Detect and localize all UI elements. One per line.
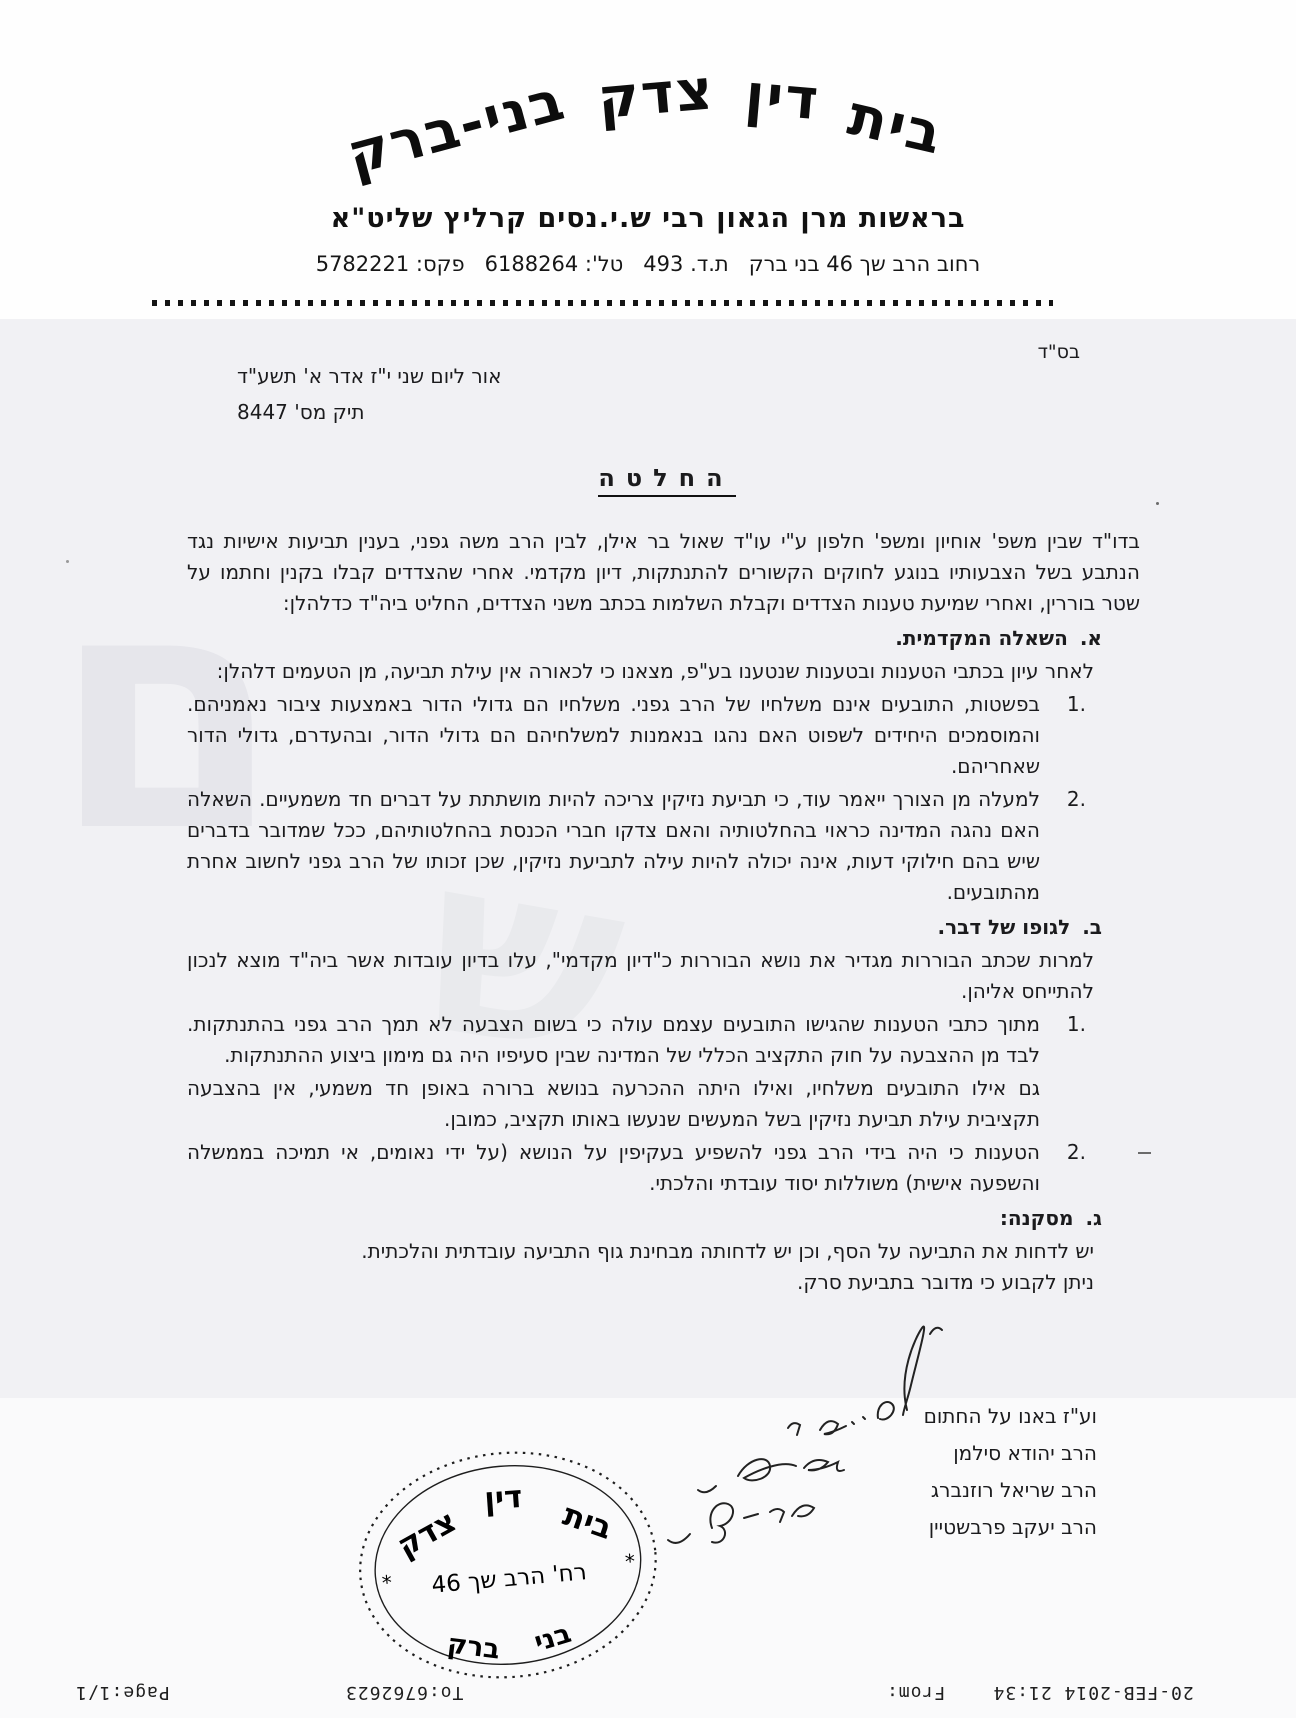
fax-footer-from: 20-FEB-2014 21:34 From:	[886, 1682, 1194, 1703]
intro-paragraph: בדו"ד שבין משפ' אוחיון ומשפ' חלפון ע"י עו"ד שאול בר אילן, לבין הרב משה גפני, בענין תביעות אישיות נגד הנתבע בשל הצבעותיו בנוגע לחוקים הקשורים להתנתקות, דיון מקדמי. אחרי שהצדדים קבלו בקנין וחתמו על שטר בוררין, ואחרי שמיעת טענות הצדדים וקבלת השלמות בכתב משני הצדדים, החליט ביה"ד כדלהלן:	[187, 529, 1140, 615]
fax-footer-page: Page:1/1	[75, 1682, 170, 1703]
title-word: בני-ברק	[340, 67, 572, 188]
case-number-line: תיק מס' 8447	[237, 400, 365, 424]
stamp-top-word: דין	[483, 1478, 524, 1518]
section-title: לגופו של דבר.	[937, 915, 1071, 939]
decision-body	[187, 526, 1140, 1298]
stamp-bottom-word: ברק	[445, 1628, 502, 1666]
section-b-header	[187, 912, 1140, 943]
court-address-line: רחוב הרב שך 46 בני ברק ת.ד. 493 טל': 6188264 פקס: 5782221	[315, 252, 981, 276]
title-word: בית	[842, 83, 950, 168]
scan-artifact-dot	[66, 560, 69, 563]
fax-footer-to: To:6762623	[345, 1682, 464, 1703]
decision-heading	[0, 464, 1296, 497]
dotted-separator	[152, 300, 1053, 306]
signatory-name: הרב יעקב פרבשטיין	[928, 1515, 1097, 1539]
scan-artifact-dot	[1156, 502, 1159, 505]
court-oval-stamp	[342, 1433, 674, 1699]
scan-artifact-dash	[1138, 1152, 1151, 1154]
section-letter: א.	[1079, 626, 1102, 650]
item-text: מתוך כתבי הטענות שהגישו התובעים עצמם עולה כי בשום הצבעה לא תמך הרב גפני בהתנתקות. לבד מן ההצבעה על חוק התקציב הכללי של המדינה שבין סעיפיו היה גם מימון ביצוע ההתנתקות.	[187, 1012, 1040, 1067]
stamp-bottom-word: בני	[530, 1617, 575, 1659]
item-number: 1.	[1066, 692, 1086, 716]
section-c-header	[187, 1203, 1140, 1234]
section-letter: ג.	[1085, 1206, 1102, 1230]
section-title: מסקנה:	[999, 1206, 1074, 1230]
item-text: בפשטות, התובעים אינם משלחיו של הרב גפני. משלחיו הם גדולי הדור באמצעות ציבור נאמניהם. והמוסמכים היחידים לשפוט האם נהגו בנאמנות למשלחיהם הם גדולי הדור, ובהעדרם, גדולי הדור שאחריהם.	[187, 692, 1040, 778]
conclusion-paragraph-2: ניתן לקבוע כי מדובר בתביעת סרק.	[796, 1270, 1094, 1294]
closing-line: וע"ז באנו על החתום	[923, 1404, 1097, 1428]
section-a-header	[187, 623, 1140, 654]
stamp-asterisk: *	[624, 1548, 637, 1574]
stamp-asterisk: *	[380, 1570, 394, 1596]
item-number: 2.	[1066, 787, 1086, 811]
item-number: 2.	[1066, 1140, 1086, 1164]
list-item-continuation: גם אילו התובעים משלחיו, ואילו היתה ההכרעה בנושא ברורה באופן חד משמעי, אין בהצבעה תקציבית עילת תביעת נזיקין בשל המעשים שנעשו באותו תקציב, כמובן.	[187, 1076, 1040, 1131]
section-a-paragraph: לאחר עיון בכתבי הטענות ובטענות שנטענו בע"פ, מצאנו כי לכאורה אין עילת תביעה, מן הטעמים דלהלן:	[216, 659, 1094, 683]
conclusion-paragraph: יש לדחות את התביעה על הסף, וכן יש לדחותה מבחינת גוף התביעה עובדתית והלכתית.	[361, 1239, 1094, 1263]
item-text: למעלה מן הצורך ייאמר עוד, כי תביעת נזיקין צריכה להיות מושתתת על דברים חד משמעיים. השאלה האם נהגה המדינה כראוי בהחלטותיה והאם צדקו חברי הכנסת בהחלטותיהם, ככל שמדובר בדברים שיש בהם חילוקי דעות, אינה יכולה להיות עילה לתביעת נזיקין, שכן זכותו של הרב גפני לחשוב אחרת מהתובעים.	[187, 787, 1040, 904]
stamp-top-word: צדק	[391, 1503, 463, 1565]
list-item	[187, 784, 1140, 908]
signatory-name: הרב שריאל רוזנברג	[930, 1478, 1097, 1502]
item-text: הטענות כי היה בידי הרב גפני להשפיע בעקיפין על הנושא (על ידי נאומים, אי תמיכה בממשלה והשפעה אישית) משוללות יסוד עובדתי והלכתי.	[187, 1140, 1040, 1195]
court-name-arched-title	[330, 57, 960, 202]
list-item	[187, 689, 1140, 782]
stamp-middle-line: רח' הרב שך 46	[430, 1559, 588, 1599]
title-word: צדק	[595, 57, 718, 133]
title-word: דין	[742, 62, 823, 134]
stamp-top-word: בית	[558, 1496, 617, 1547]
section-title: השאלה המקדמית.	[895, 626, 1068, 650]
section-letter: ב.	[1082, 915, 1102, 939]
list-item	[187, 1009, 1140, 1071]
court-head-subtitle: בראשות מרן הגאון רבי ש.י.נסים קרליץ שליט"א	[330, 203, 966, 234]
item-number: 1.	[1066, 1012, 1086, 1036]
bsd-mark: בס"ד	[1037, 341, 1080, 363]
section-b-paragraph: למרות שכתב הבוררות מגדיר את נושא הבוררות כ"דיון מקדמי", עלו בדיון עובדות אשר ביה"ד מוצא לנכון להתייחס אליהן.	[187, 948, 1094, 1003]
signatory-name: הרב יהודא סילמן	[953, 1441, 1097, 1465]
list-item	[187, 1137, 1140, 1199]
hebrew-date-line: אור ליום שני י"ז אדר א' תשע"ד	[237, 364, 502, 388]
signature-block	[917, 1398, 1097, 1546]
decision-heading-text: החלטה	[598, 464, 735, 497]
